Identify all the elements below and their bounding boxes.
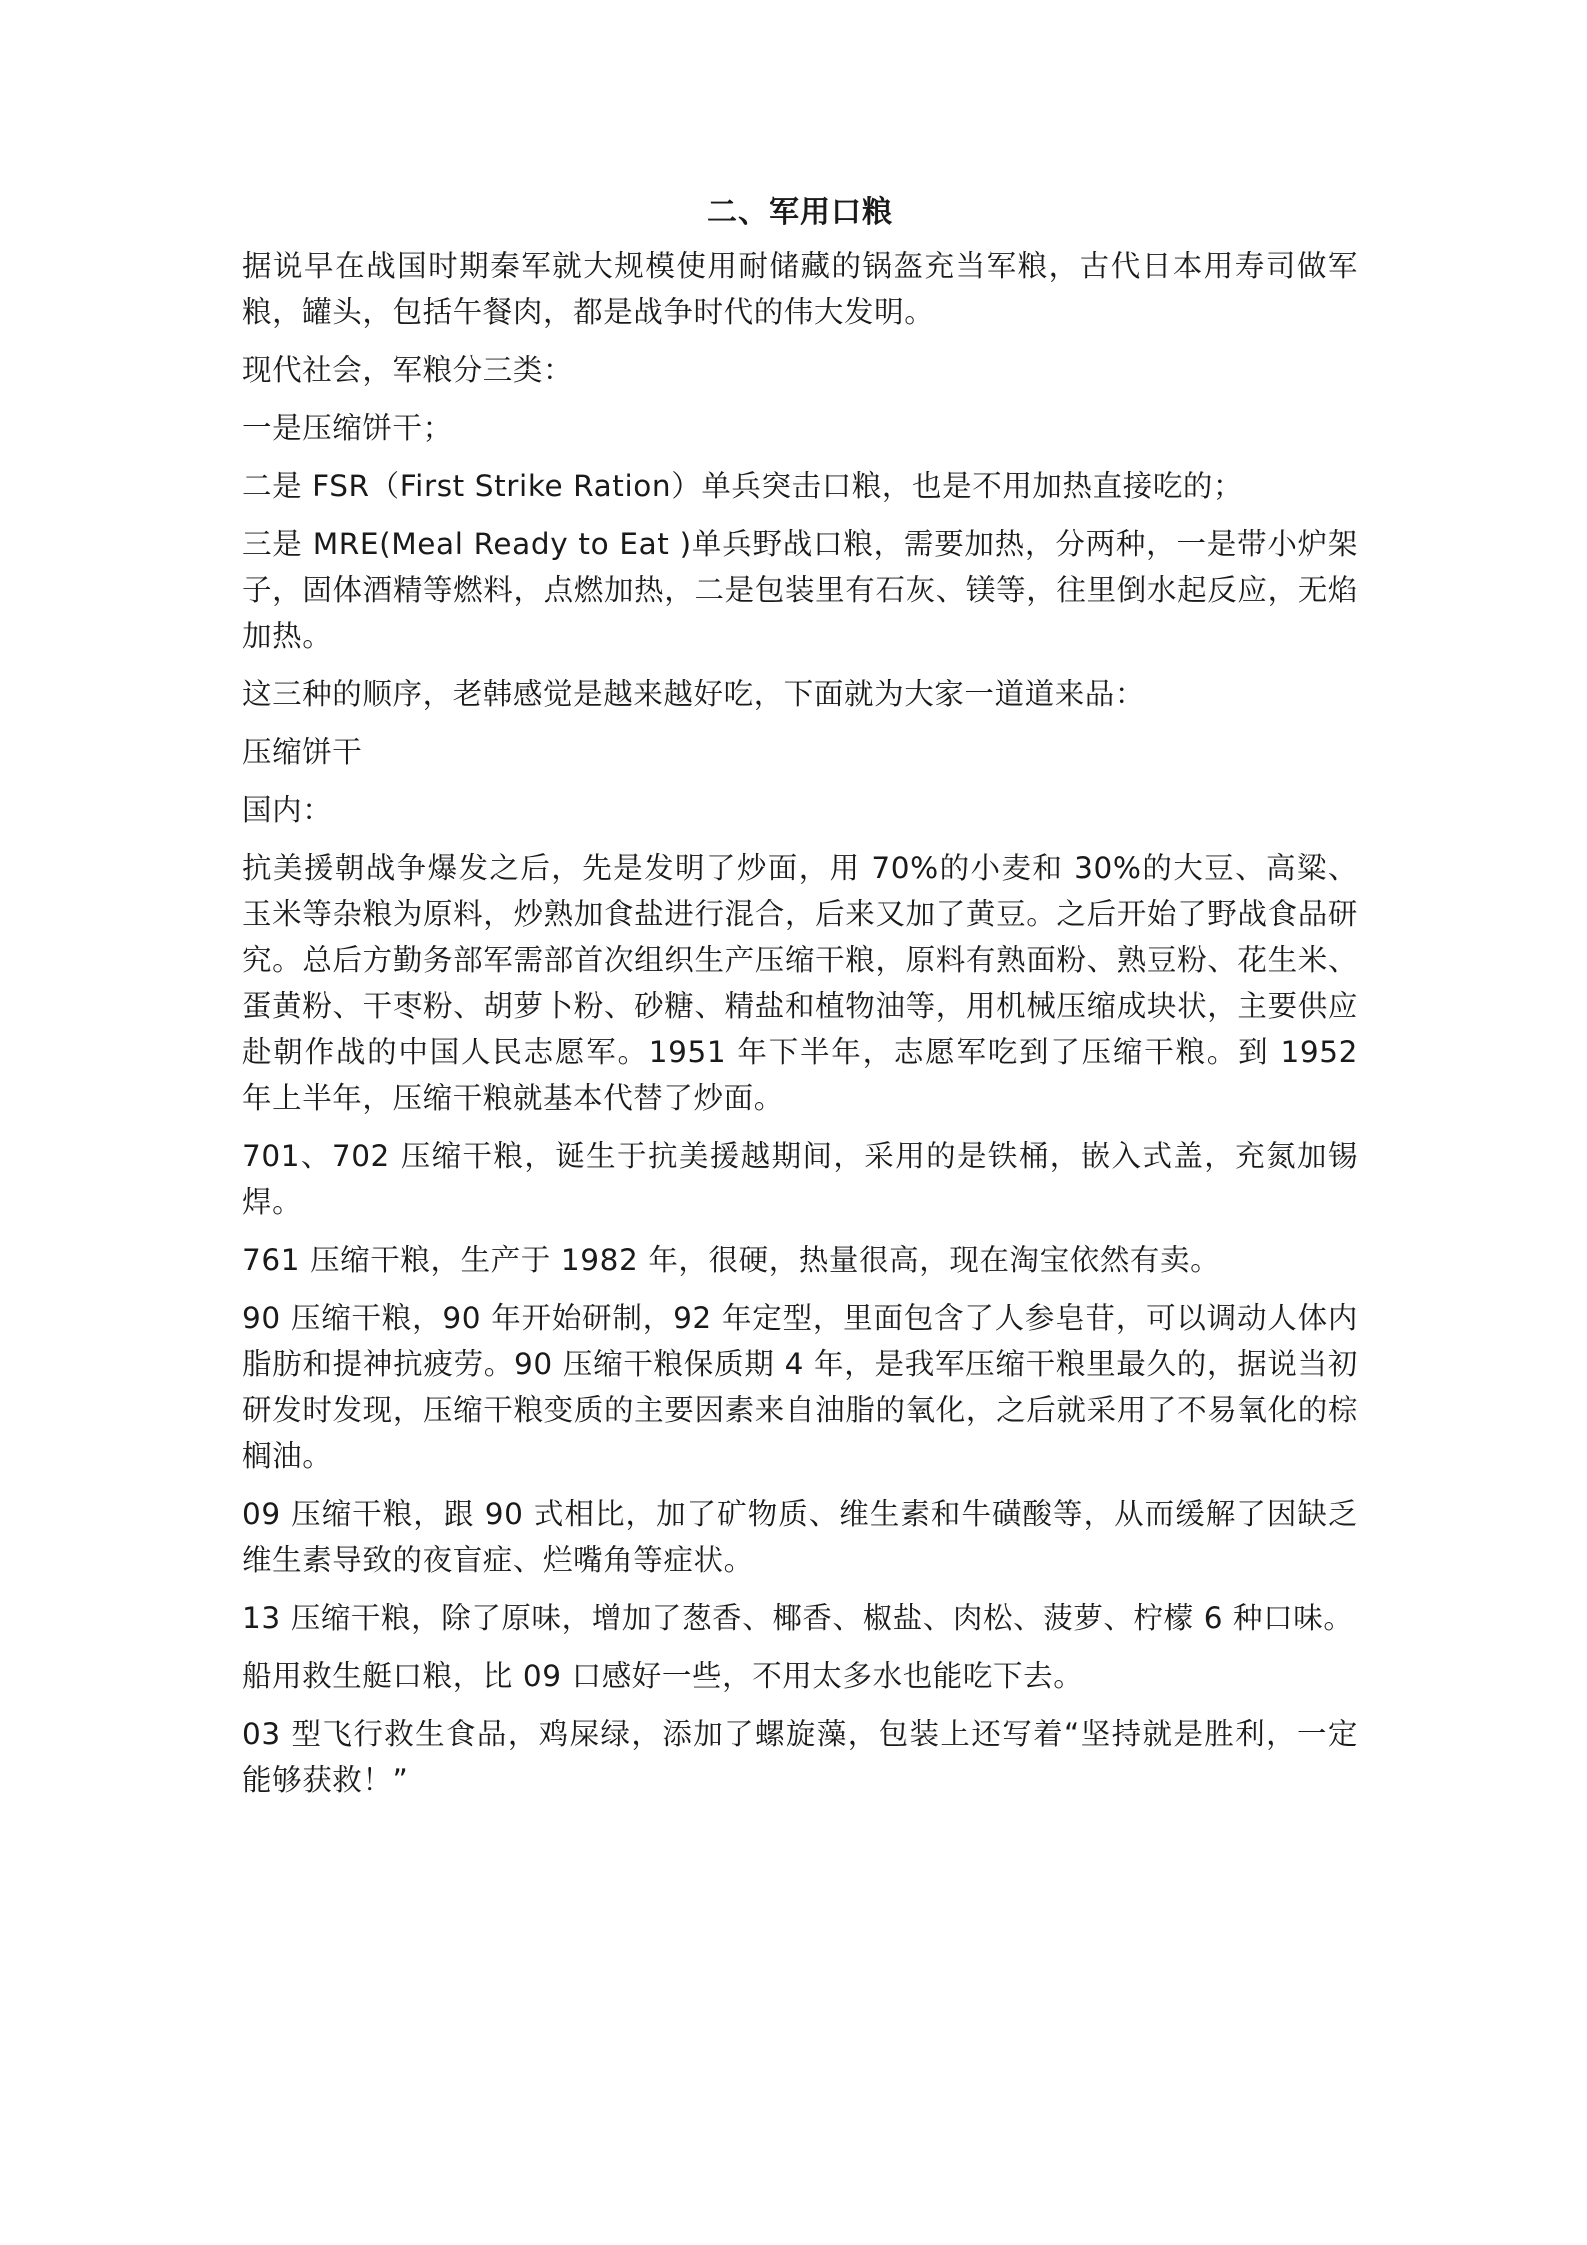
paragraph-category-2: 二是 FSR（First Strike Ration）单兵突击口粮，也是不用加热直接吃的； (242, 469, 1244, 503)
paragraph-category-3: 三是 MRE(Meal Ready to Eat )单兵野战口粮，需要加热，分两种，一是带小炉架子，固体酒精等燃料，点燃加热，二是包装里有石灰、镁等，往里倒水起反应，无焰加热。 (242, 527, 1358, 653)
paragraph-categories: 现代社会，军粮分三类： (242, 353, 574, 387)
section-heading: 压缩饼干 (242, 735, 363, 769)
paragraph-13: 13 压缩干粮，除了原味，增加了葱香、椰香、椒盐、肉松、菠萝、柠檬 6 种口味。 (242, 1601, 1354, 1635)
paragraph-90: 90 压缩干粮，90 年开始研制，92 年定型，里面包含了人参皂苷，可以调动人体内脂肪和提神抗疲劳。90 压缩干粮保质期 4 年，是我军压缩干粮里最久的，据说当初研发时发现，压缩干粮变质的主要因素来自油脂的氧化，之后就采用了不易氧化的棕榈油。 (242, 1301, 1358, 1473)
paragraph-lifeboat: 船用救生艇口粮，比 09 口感好一些，不用太多水也能吃下去。 (242, 1659, 1084, 1693)
paragraph-09: 09 压缩干粮，跟 90 式相比，加了矿物质、维生素和牛磺酸等，从而缓解了因缺乏维生素导致的夜盲症、烂嘴角等症状。 (242, 1497, 1358, 1577)
paragraph-761: 761 压缩干粮，生产于 1982 年，很硬，热量很高，现在淘宝依然有卖。 (242, 1243, 1221, 1277)
paragraph-order: 这三种的顺序，老韩感觉是越来越好吃，下面就为大家一道道来品： (242, 677, 1146, 711)
subsection-heading: 国内： (242, 793, 333, 827)
paragraph-intro: 据说早在战国时期秦军就大规模使用耐储藏的锅盔充当军粮，古代日本用寿司做军粮，罐头，包括午餐肉，都是战争时代的伟大发明。 (242, 249, 1358, 329)
paragraph-701-702: 701、702 压缩干粮，诞生于抗美援越期间，采用的是铁桶，嵌入式盖，充氮加锡焊。 (242, 1139, 1358, 1219)
document-body (242, 185, 1358, 1815)
document-title: 二、军用口粮 (707, 195, 893, 230)
paragraph-history: 抗美援朝战争爆发之后，先是发明了炒面，用 70%的小麦和 30%的大豆、高粱、玉米等杂粮为原料，炒熟加食盐进行混合，后来又加了黄豆。之后开始了野战食品研究。总后方勤务部军需部首次组织生产压缩干粮，原料有熟面粉、熟豆粉、花生米、蛋黄粉、干枣粉、胡萝卜粉、砂糖、精盐和植物油等，用机械压缩成块状，主要供应赴朝作战的中国人民志愿军。1951 年下半年，志愿军吃到了压缩干粮。到 1952 年上半年，压缩干粮就基本代替了炒面。 (242, 851, 1358, 1115)
paragraph-category-1: 一是压缩饼干； (242, 411, 453, 445)
paragraph-03: 03 型飞行救生食品，鸡屎绿，添加了螺旋藻，包装上还写着“坚持就是胜利，一定能够获救！” (242, 1717, 1358, 1797)
